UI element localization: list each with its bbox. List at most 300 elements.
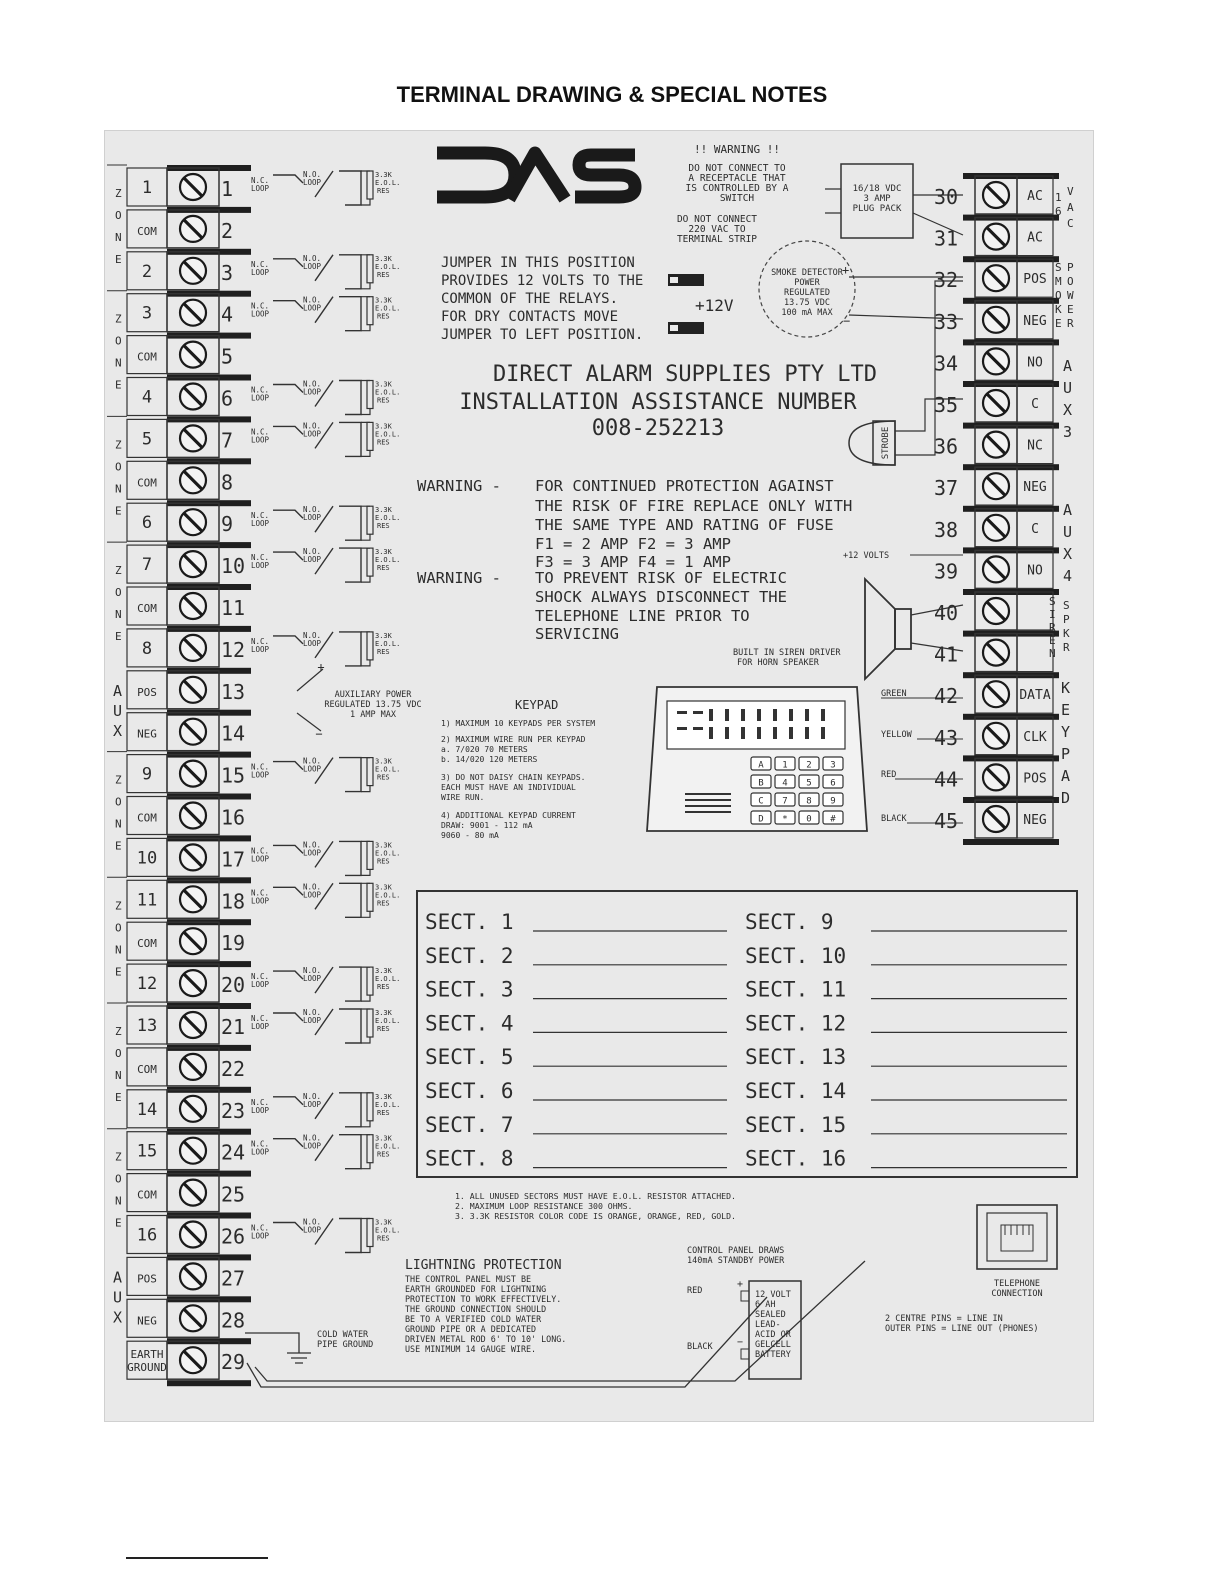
svg-text:GREEN: GREEN <box>881 689 907 699</box>
terminal-row-31 <box>934 215 1059 256</box>
top-warning <box>677 143 789 245</box>
keypad-letter: K <box>1061 679 1071 697</box>
siren-letter: E <box>1049 634 1056 647</box>
svg-text:3.3K: 3.3K <box>375 1218 392 1227</box>
spkr-letter: P <box>1063 613 1070 626</box>
svg-text:RES: RES <box>377 1150 390 1159</box>
svg-text:THE RISK OF FIRE REPLACE ONLY: THE RISK OF FIRE REPLACE ONLY WITH <box>535 497 853 515</box>
svg-text:FOR HORN SPEAKER: FOR HORN SPEAKER <box>737 658 819 668</box>
terminal-label: 2 <box>141 261 153 282</box>
svg-text:LOOP: LOOP <box>303 513 322 523</box>
svg-text:LOOP: LOOP <box>303 848 322 858</box>
svg-text:E.O.L.: E.O.L. <box>375 430 401 439</box>
terminal-number: 38 <box>934 517 959 542</box>
right-terminal-strip <box>934 173 1059 845</box>
keypad-letter: Y <box>1061 723 1071 741</box>
svg-text:E.O.L.: E.O.L. <box>375 639 401 648</box>
keypad-key <box>799 775 819 789</box>
svg-text:3.3K: 3.3K <box>375 380 392 389</box>
resistor-icon <box>367 632 373 660</box>
terminal-number: 6 <box>221 386 234 411</box>
svg-text:BLACK: BLACK <box>881 814 907 824</box>
zone-loop <box>251 840 400 875</box>
zone-letter: O <box>115 586 122 600</box>
no-label: N.O. <box>303 379 322 389</box>
terminal-row-7 <box>127 416 251 457</box>
svg-text:RES: RES <box>377 1025 390 1033</box>
resistor-icon <box>367 1009 373 1037</box>
svg-text:LOOP: LOOP <box>251 644 270 654</box>
terminal-row-41 <box>934 631 1059 672</box>
terminal-number: 10 <box>221 554 246 579</box>
svg-text:E.O.L.: E.O.L. <box>375 765 401 774</box>
svg-text:RES: RES <box>377 522 390 531</box>
terminal-number: 1 <box>221 177 234 201</box>
smoke-detector-power <box>759 241 963 337</box>
svg-text:LOOP: LOOP <box>251 770 270 780</box>
keypad-key <box>823 757 843 771</box>
svg-text:7: 7 <box>782 796 788 807</box>
svg-text:3.3K: 3.3K <box>375 631 392 640</box>
no-label: N.O. <box>303 966 322 976</box>
svg-text:*: * <box>782 814 788 825</box>
terminal-row-30 <box>934 173 1059 214</box>
svg-text:LOOP: LOOP <box>251 980 270 990</box>
assistance-number: 008-252213 <box>591 416 725 441</box>
nc-label: N.C. <box>251 1097 270 1107</box>
terminal-label: 13 <box>136 1016 158 1036</box>
svg-text:BLACK: BLACK <box>687 1342 713 1352</box>
svg-text:1. ALL UNUSED SECTORS MUST HA: 1. ALL UNUSED SECTORS MUST HAVE E.O.L. RESISTOR ATTACHED. <box>455 1191 736 1201</box>
terminal-label: COM <box>137 224 157 238</box>
svg-text:3.3K: 3.3K <box>375 296 392 305</box>
terminal-label: DATA <box>1019 688 1051 704</box>
terminal-number: 32 <box>934 268 959 293</box>
svg-text:STROBE: STROBE <box>881 426 891 460</box>
terminal-number: 9 <box>221 512 234 537</box>
no-label: N.O. <box>303 170 322 179</box>
siren-letter: R <box>1049 621 1056 634</box>
svg-text:RES: RES <box>377 983 390 992</box>
terminal-number: 37 <box>934 476 959 501</box>
warning-line: DO NOT CONNECT TO <box>688 163 786 174</box>
terminal-row-24 <box>127 1129 251 1170</box>
nc-label: N.C. <box>251 176 270 185</box>
terminal-label-2: GROUND <box>127 1361 167 1375</box>
no-label: N.O. <box>303 253 322 263</box>
svg-text:3.3K: 3.3K <box>375 1092 392 1101</box>
ac-letter: A <box>1067 201 1074 214</box>
nc-label: N.C. <box>251 259 270 269</box>
zone-letter: O <box>115 334 122 348</box>
no-label: N.O. <box>303 505 322 515</box>
terminal-label: COM <box>137 476 157 490</box>
terminal-label: EARTH <box>130 1348 164 1362</box>
svg-text:3.3K: 3.3K <box>375 1134 392 1143</box>
shock-warning <box>417 569 787 643</box>
svg-text:RES: RES <box>377 270 390 279</box>
company-block <box>459 362 877 441</box>
svg-text:LOOP: LOOP <box>303 1099 322 1109</box>
zone-letter: O <box>115 460 122 474</box>
keypad-illustration <box>647 687 867 831</box>
terminal-row-40 <box>934 589 1059 630</box>
terminal-row-39 <box>934 547 1059 588</box>
aux4-letter: X <box>1063 545 1073 563</box>
keypad-key <box>775 775 795 789</box>
ac-letter: C <box>1067 217 1074 230</box>
terminal-number: 36 <box>934 434 959 459</box>
aux3-letter: X <box>1063 401 1073 419</box>
smoke-letter: S <box>1055 261 1062 274</box>
resistor-icon <box>367 1219 373 1247</box>
resistor-icon <box>367 171 373 199</box>
svg-text:LOOP: LOOP <box>303 1016 322 1025</box>
svg-text:8: 8 <box>806 796 812 807</box>
svg-text:LOOP: LOOP <box>303 1141 322 1151</box>
terminal-label: NC <box>1027 438 1043 454</box>
terminal-number: 16 <box>221 805 246 830</box>
warning-line: DO NOT CONNECT <box>676 214 758 225</box>
nc-label: N.C. <box>251 1014 270 1023</box>
svg-text:RES: RES <box>377 1234 390 1243</box>
svg-text:LEAD-: LEAD- <box>755 1320 781 1330</box>
warning-line: 220 VAC TO <box>688 224 746 235</box>
terminal-label: NEG <box>137 1314 157 1328</box>
terminal-row-23 <box>127 1087 251 1128</box>
svg-text:E.O.L.: E.O.L. <box>375 1142 401 1151</box>
section-label: SECT. 7 <box>425 1112 514 1137</box>
svg-text:RED: RED <box>687 1286 703 1296</box>
assistance-label: INSTALLATION ASSISTANCE NUMBER <box>459 390 857 415</box>
no-label: N.O. <box>303 840 322 850</box>
svg-text:RES: RES <box>377 1108 390 1117</box>
svg-text:#: # <box>830 814 836 825</box>
svg-text:PROTECTION TO WORK EFFECTIVELY: PROTECTION TO WORK EFFECTIVELY. <box>405 1294 562 1304</box>
svg-text:FOR CONTINUED PROTECTION AGAIN: FOR CONTINUED PROTECTION AGAINST <box>535 477 834 495</box>
svg-text:3: 3 <box>830 760 836 771</box>
no-label: N.O. <box>303 882 322 892</box>
svg-text:SERVICING: SERVICING <box>535 625 619 643</box>
keypad-letter: A <box>1061 767 1071 785</box>
svg-text:RES: RES <box>377 564 390 573</box>
svg-text:LOOP: LOOP <box>251 561 270 571</box>
zone-letter: N <box>115 1069 122 1082</box>
aux3-letter: U <box>1063 379 1073 397</box>
terminal-number: 40 <box>934 601 959 625</box>
terminal-label: 4 <box>141 387 153 408</box>
nc-label: N.C. <box>251 427 270 437</box>
section-label: SECT. 15 <box>745 1112 847 1137</box>
siren-letter: N <box>1049 647 1056 660</box>
svg-text:CONTROL PANEL DRAWS: CONTROL PANEL DRAWS <box>687 1246 785 1256</box>
svg-text:RES: RES <box>377 899 390 908</box>
svg-text:THE SAME TYPE AND RATING OF FU: THE SAME TYPE AND RATING OF FUSE <box>535 516 834 534</box>
svg-text:a. 7/020 70 METERS: a. 7/020 70 METERS <box>441 745 528 754</box>
terminal-number: 34 <box>934 351 959 376</box>
svg-text:AUXILIARY POWER: AUXILIARY POWER <box>334 690 412 700</box>
terminal-number: 20 <box>221 973 246 998</box>
keypad-letter: E <box>1061 701 1071 719</box>
svg-text:+: + <box>842 263 850 277</box>
svg-text:0: 0 <box>806 814 812 825</box>
zone-letter: Z <box>115 773 122 787</box>
svg-text:2 CENTRE PINS = LINE IN: 2 CENTRE PINS = LINE IN <box>885 1314 1003 1324</box>
svg-text:TELEPHONE: TELEPHONE <box>993 1279 1041 1289</box>
section-label: SECT. 2 <box>425 943 514 968</box>
terminal-row-6 <box>127 375 251 416</box>
footnote-rule <box>126 1557 268 1559</box>
warning-line: TERMINAL STRIP <box>676 234 758 245</box>
terminal-label: NEG <box>1023 313 1047 329</box>
zone-letter: O <box>115 1047 122 1060</box>
section-label: SECT. 6 <box>425 1079 514 1103</box>
svg-text:LOOP: LOOP <box>303 429 322 439</box>
terminal-number: 31 <box>934 226 959 251</box>
smoke-letter: E <box>1055 317 1062 330</box>
svg-text:−: − <box>737 1337 744 1348</box>
terminal-label: POS <box>137 685 157 699</box>
terminal-number: 2 <box>221 218 234 243</box>
zone-letter: N <box>115 817 122 831</box>
svg-text:EARTH GROUNDED FOR LIGHTNING: EARTH GROUNDED FOR LIGHTNING <box>405 1284 547 1294</box>
svg-text:LOOP: LOOP <box>303 890 322 900</box>
svg-text:E.O.L.: E.O.L. <box>375 388 401 397</box>
terminal-row-11 <box>127 584 251 625</box>
terminal-row-32 <box>934 256 1059 297</box>
terminal-row-4 <box>127 291 251 332</box>
svg-text:3.3K: 3.3K <box>375 548 392 557</box>
sections-box <box>417 891 1077 1177</box>
svg-text:E.O.L.: E.O.L. <box>375 1100 401 1109</box>
section-label: SECT. 1 <box>425 910 514 934</box>
nc-label: N.C. <box>251 1223 270 1233</box>
keypad-notes <box>441 698 595 840</box>
zone-loop <box>251 1092 400 1127</box>
keypad-key <box>751 811 771 825</box>
terminal-row-19 <box>127 919 251 960</box>
terminal-label: 14 <box>136 1099 158 1120</box>
terminal-row-36 <box>934 423 1059 464</box>
spkr-letter: K <box>1063 627 1070 640</box>
aux-letter: U <box>113 701 123 720</box>
terminal-row-38 <box>934 506 1059 547</box>
terminal-label: POS <box>1023 771 1047 787</box>
zone-letter: O <box>115 921 122 935</box>
terminal-row-44 <box>934 755 1059 796</box>
keypad-key <box>799 793 819 807</box>
terminal-row-45 <box>934 797 1059 845</box>
nc-label: N.C. <box>251 1139 270 1149</box>
resistor-icon <box>367 883 373 911</box>
terminal-row-9 <box>127 500 251 541</box>
svg-text:LOOP: LOOP <box>251 435 270 445</box>
zone-loop <box>251 966 400 1001</box>
terminal-label: POS <box>137 1272 157 1286</box>
terminal-row-25 <box>127 1171 251 1212</box>
smoke-letter: M <box>1055 275 1062 288</box>
terminal-label: 15 <box>136 1141 158 1162</box>
no-label: N.O. <box>303 295 322 305</box>
svg-text:E.O.L.: E.O.L. <box>375 179 401 187</box>
svg-text:ACID OR: ACID OR <box>755 1330 791 1340</box>
section-label: SECT. 16 <box>745 1146 847 1171</box>
terminal-label: COM <box>137 1188 157 1202</box>
keypad-key <box>751 757 771 771</box>
das-logo <box>437 153 635 199</box>
svg-text:RES: RES <box>377 857 390 866</box>
zone-letter: Z <box>115 899 122 913</box>
svg-text:LOOP: LOOP <box>251 309 270 319</box>
no-label: N.O. <box>303 1091 322 1101</box>
svg-text:LOOP: LOOP <box>303 555 322 565</box>
section-label: SECT. 11 <box>745 977 847 1002</box>
aux-letter: X <box>113 1308 123 1327</box>
no-label: N.O. <box>303 630 322 640</box>
terminal-label: AC <box>1027 230 1043 246</box>
terminal-number: 27 <box>221 1266 246 1291</box>
svg-text:3.3K: 3.3K <box>375 1009 392 1017</box>
zone-letter: O <box>115 795 122 809</box>
terminal-number: 7 <box>221 428 234 453</box>
svg-text:6 AH: 6 AH <box>755 1300 776 1310</box>
aux4-letter: 4 <box>1063 567 1073 585</box>
zone-letter: E <box>115 839 122 853</box>
terminal-label: NO <box>1027 563 1043 579</box>
zone-letter: E <box>115 1091 122 1104</box>
section-label: SECT. 13 <box>745 1045 847 1070</box>
keypad-key <box>775 793 795 807</box>
svg-text:POWER: POWER <box>794 278 820 288</box>
nc-label: N.C. <box>251 636 270 646</box>
svg-text:−: − <box>315 727 323 741</box>
svg-text:RES: RES <box>377 438 390 447</box>
aux-letter: A <box>113 1268 123 1287</box>
terminal-row-27 <box>127 1254 251 1295</box>
svg-text:GROUND PIPE OR A DEDICATED: GROUND PIPE OR A DEDICATED <box>405 1324 537 1334</box>
terminal-number: 3 <box>221 260 234 285</box>
terminal-number: 14 <box>221 721 246 746</box>
terminal-label: 16 <box>136 1225 158 1246</box>
terminal-row-16 <box>127 794 251 835</box>
terminal-label: 3 <box>141 303 153 324</box>
svg-text:E.O.L.: E.O.L. <box>375 1017 401 1025</box>
keypad-key <box>823 811 843 825</box>
svg-text:RES: RES <box>377 312 390 321</box>
zone-letter: Z <box>115 1025 122 1038</box>
left-terminal-strip <box>127 165 251 1386</box>
keypad-key <box>751 793 771 807</box>
terminal-label: NEG <box>1023 813 1047 828</box>
svg-text:3.3K: 3.3K <box>375 422 392 431</box>
terminal-label: COM <box>137 350 157 364</box>
terminal-row-14 <box>127 710 251 751</box>
power-letter: W <box>1067 289 1074 302</box>
svg-text:E.O.L.: E.O.L. <box>375 556 401 565</box>
keypad-key <box>823 775 843 789</box>
siren-letter: I <box>1049 608 1056 621</box>
svg-text:1: 1 <box>782 760 788 771</box>
nc-label: N.C. <box>251 511 270 521</box>
zone-loop <box>251 421 400 456</box>
terminal-number: 29 <box>221 1350 246 1375</box>
svg-text:PROVIDES 12 VOLTS TO THE: PROVIDES 12 VOLTS TO THE <box>441 273 644 289</box>
terminal-label: POS <box>1023 272 1047 288</box>
lightning-title: LIGHTNING PROTECTION <box>405 1258 562 1273</box>
terminal-row-26 <box>127 1213 251 1254</box>
section-label: SECT. 4 <box>425 1011 514 1036</box>
zone-loop <box>251 170 400 205</box>
terminal-label: COM <box>137 937 157 951</box>
zone-letter: N <box>115 231 122 244</box>
resistor-icon <box>367 297 373 325</box>
terminal-number: 15 <box>221 763 246 788</box>
battery-icon <box>687 1246 801 1379</box>
zone-loop <box>251 254 400 289</box>
svg-text:WARNING -: WARNING - <box>417 477 501 495</box>
svg-text:DRIVEN METAL ROD 6' TO 10' LON: DRIVEN METAL ROD 6' TO 10' LONG. <box>405 1334 567 1344</box>
keypad-letter: D <box>1061 789 1071 807</box>
aux-letter: U <box>113 1288 123 1307</box>
svg-text:SMOKE DETECTOR: SMOKE DETECTOR <box>771 268 843 278</box>
svg-text:E.O.L.: E.O.L. <box>375 514 401 523</box>
zone-letter: E <box>115 504 122 518</box>
zone-letter: Z <box>115 312 122 326</box>
power-letter: P <box>1067 261 1074 274</box>
svg-text:LOOP: LOOP <box>251 184 270 193</box>
svg-text:LOOP: LOOP <box>303 387 322 397</box>
terminal-row-33 <box>934 298 1059 339</box>
aux-power-note <box>297 660 422 741</box>
siren-letter: S <box>1049 595 1056 608</box>
svg-text:9060 - 80 mA: 9060 - 80 mA <box>441 831 499 840</box>
zone-letter: N <box>115 943 122 957</box>
zone-letter: O <box>115 209 122 222</box>
svg-text:LOOP: LOOP <box>303 261 322 271</box>
terminal-row-42 <box>934 672 1059 713</box>
resistor-icon <box>367 255 373 283</box>
telephone-jack-icon <box>885 1205 1057 1334</box>
lightning-protection <box>405 1258 566 1354</box>
svg-text:PIPE GROUND: PIPE GROUND <box>317 1340 374 1350</box>
terminal-number: 35 <box>934 393 959 417</box>
svg-text:TO PREVENT RISK OF ELECTRIC: TO PREVENT RISK OF ELECTRIC <box>535 569 787 587</box>
zone-letter: N <box>115 482 122 496</box>
nc-label: N.C. <box>251 888 270 898</box>
ac-letter: 1 <box>1055 191 1062 204</box>
terminal-label: NO <box>1027 355 1043 371</box>
svg-text:4: 4 <box>782 778 788 789</box>
plus12-volts-label: +12 VOLTS <box>843 551 890 561</box>
svg-text:A: A <box>758 760 764 771</box>
zone-letter: Z <box>115 187 122 200</box>
terminal-number: 45 <box>934 809 959 833</box>
warning-line: IS CONTROLLED BY A <box>685 183 789 194</box>
svg-text:13.75 VDC: 13.75 VDC <box>783 298 831 308</box>
no-label: N.O. <box>303 1133 322 1143</box>
svg-text:3 AMP: 3 AMP <box>863 194 891 204</box>
terminal-row-8 <box>127 458 251 499</box>
terminal-number: 8 <box>221 470 234 495</box>
svg-text:JUMPER IN THIS POSITION: JUMPER IN THIS POSITION <box>441 255 635 271</box>
svg-text:3.3K: 3.3K <box>375 254 392 263</box>
svg-text:3.3K: 3.3K <box>375 883 392 892</box>
terminal-row-12 <box>127 626 251 667</box>
terminal-label: 5 <box>141 429 153 450</box>
resistor-icon <box>367 422 373 450</box>
svg-text:F3 = 3 AMP F4 = 1 AMP: F3 = 3 AMP F4 = 1 AMP <box>535 553 731 571</box>
svg-text:REGULATED 13.75 VDC: REGULATED 13.75 VDC <box>324 700 422 710</box>
